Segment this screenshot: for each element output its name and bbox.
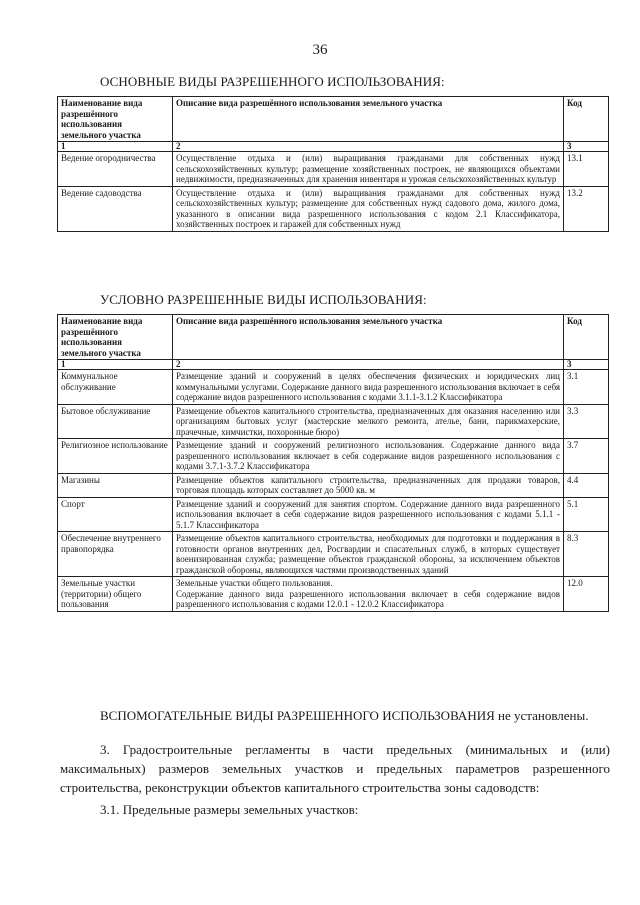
use-name: Ведение садоводства (58, 186, 173, 231)
use-name: Религиозное использование (58, 439, 173, 474)
use-name: Спорт (58, 497, 173, 532)
table-index-row (58, 360, 609, 370)
main-uses-table (57, 96, 609, 232)
index-2: 2 (173, 142, 564, 152)
table-row (58, 473, 609, 497)
use-code: 8.3 (564, 532, 609, 577)
table-header-row (58, 97, 609, 142)
use-description: Размещение объектов капитального строительства, предназначенных для оказания населению или организациям бытовых услуг (мастерские мелкого ремонта, ателье, бани, парикмахерские, прачечные, химчистки, похоронные бюро) (173, 404, 564, 439)
conditional-uses-table (57, 314, 609, 612)
table-row (58, 439, 609, 474)
use-code: 4.4 (564, 473, 609, 497)
header-description: Описание вида разрешённого использования земельного участка (173, 315, 564, 360)
use-description: Размещение объектов капитального строительства, необходимых для подготовки и поддержания в готовности органов внутренних дел, Росгвардии и спасательных служб, в которых существует военизированная служба; размещение объектов гражданской обороны, за исключением объектов гражданской обороны, являющихся частями производственных зданий (173, 532, 564, 577)
use-description: Размещение зданий и сооружений религиозного использования. Содержание данного вида разрешенного использования включает в себя содержание видов разрешенного использования с кодами 3.7.1-3.7.2 Классификатора (173, 439, 564, 474)
use-description: Размещение зданий и сооружений для занятия спортом. Содержание данного вида разрешенного использования включает в себя содержание видов разрешенного использования с кодами 5.1.1 - 5.1.7 Классификатора (173, 497, 564, 532)
use-description: Осуществление отдыха и (или) выращивания гражданами для собственных нужд сельскохозяйственных культур; размещение хозяйственных построек, не являющихся объектами недвижимости, предназначенных для хранения инвентаря и урожая сельскохозяйственных культур (173, 152, 564, 187)
header-code: Код (564, 315, 609, 360)
use-name: Коммунальное обслуживание (58, 370, 173, 405)
use-code: 12.0 (564, 577, 609, 612)
use-description (173, 577, 564, 612)
use-description: Осуществление отдыха и (или) выращивания гражданами для собственных нужд сельскохозяйственных культур; размещение для собственных нужд садового дома, жилого дома, указанного в описании вида разрешенного использования с кодом 2.1 Классификатора, хозяйственных построек и гаражей для собственных нужд (173, 186, 564, 231)
header-name: Наименование вида разрешённого использования земельного участка (58, 97, 173, 142)
use-description: Размещение зданий и сооружений в целях обеспечения физических и юридических лиц коммунальными услугами. Содержание данного вида разрешенного использования включает в себя содержание видов разрешенного использования с кодами 3.1.1-3.1.2 Классификатора (173, 370, 564, 405)
index-3: 3 (564, 360, 609, 370)
table-index-row (58, 142, 609, 152)
use-code: 13.2 (564, 186, 609, 231)
description-line-2: Содержание данного вида разрешенного использования включает в себя содержание видов разрешенного использования с кодами 12.0.1 - 12.0.2 Классификатора (176, 588, 560, 609)
main-uses-title: ОСНОВНЫЕ ВИДЫ РАЗРЕШЕННОГО ИСПОЛЬЗОВАНИЯ: (100, 74, 445, 89)
use-code: 3.7 (564, 439, 609, 474)
auxiliary-uses-statement (100, 708, 610, 724)
table-row (58, 497, 609, 532)
header-description: Описание вида разрешённого использования земельного участка (173, 97, 564, 142)
page-number: 36 (312, 42, 328, 58)
paragraph-3: 3. Градостроительные регламенты в части предельных (минимальных и (или) максимальных) размеров земельных участков и предельных параметров разрешенного строительства, реконструкции объектов капитального строительства зоны садоводств: (60, 742, 610, 795)
index-1: 1 (58, 360, 173, 370)
index-2: 2 (173, 360, 564, 370)
conditional-uses-title: УСЛОВНО РАЗРЕШЕННЫЕ ВИДЫ ИСПОЛЬЗОВАНИЯ: (100, 292, 427, 307)
table-row (58, 404, 609, 439)
use-name: Земельные участки (территории) общего пользования (58, 577, 173, 612)
description-line-1: Земельные участки общего пользования. (176, 578, 333, 588)
header-name: Наименование вида разрешённого использования земельного участка (58, 315, 173, 360)
table-row (58, 577, 609, 612)
use-name: Бытовое обслуживание (58, 404, 173, 439)
header-code: Код (564, 97, 609, 142)
auxiliary-uses-title: ВСПОМОГАТЕЛЬНЫЕ ВИДЫ РАЗРЕШЕННОГО ИСПОЛЬЗОВАНИЯ (100, 708, 495, 723)
use-name: Магазины (58, 473, 173, 497)
index-1: 1 (58, 142, 173, 152)
table-header-row (58, 315, 609, 360)
use-code: 3.3 (564, 404, 609, 439)
table-row (58, 152, 609, 187)
paragraph-3-1: 3.1. Предельные размеры земельных участков: (100, 802, 359, 817)
table-row (58, 532, 609, 577)
use-code: 13.1 (564, 152, 609, 187)
use-description: Размещение объектов капитального строительства, предназначенных для продажи товаров, торговая площадь которых составляет до 5000 кв. м (173, 473, 564, 497)
use-name: Обеспечение внутреннего правопорядка (58, 532, 173, 577)
index-3: 3 (564, 142, 609, 152)
table-row (58, 186, 609, 231)
use-code: 3.1 (564, 370, 609, 405)
table-row (58, 370, 609, 405)
auxiliary-uses-note: не установлены. (494, 708, 589, 723)
use-name: Ведение огородничества (58, 152, 173, 187)
use-code: 5.1 (564, 497, 609, 532)
